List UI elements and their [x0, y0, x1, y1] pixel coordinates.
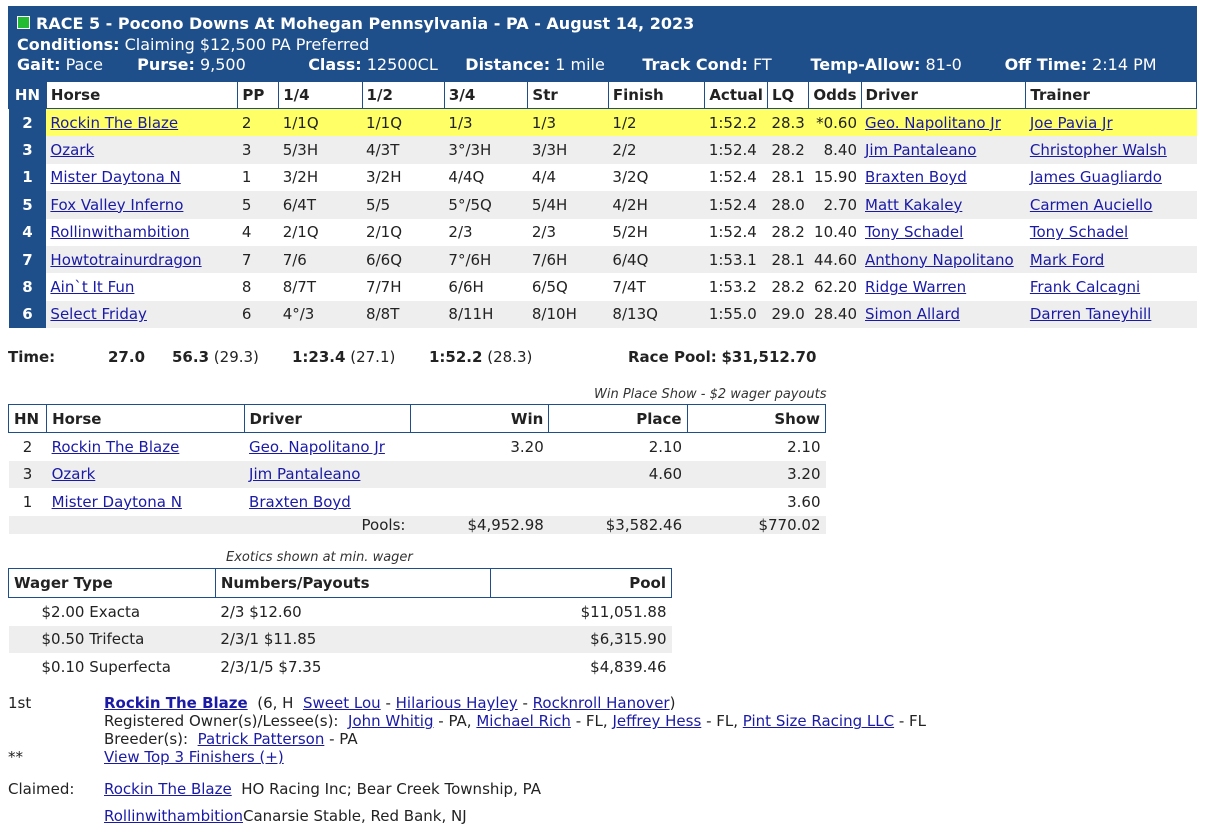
- time-three-quarter: 1:23.4: [292, 348, 346, 366]
- track-cond-label: Track Cond:: [642, 55, 748, 74]
- exotic-type-cell: $0.50 Trifecta: [9, 626, 216, 654]
- pp-cell: 6: [238, 301, 279, 328]
- trainer-cell-link[interactable]: Christopher Walsh: [1029, 141, 1167, 160]
- trainer-cell-link[interactable]: James Guagliardo: [1029, 168, 1162, 187]
- wps-driver-cell-link[interactable]: Braxten Boyd: [249, 492, 351, 511]
- result-row: [9, 246, 1197, 273]
- result-row: [9, 219, 1197, 246]
- col-trainer: Trainer: [1026, 82, 1197, 109]
- odds-cell: 8.40: [809, 136, 861, 163]
- three-quarter-cell: 7°/6H: [444, 246, 527, 273]
- breeder-link[interactable]: Patrick Patterson: [197, 730, 325, 748]
- wps-hn-cell: 2: [22, 437, 33, 456]
- claimed-horse-link[interactable]: Rockin The Blaze: [104, 780, 232, 798]
- exotic-row: [9, 653, 672, 681]
- owner-location: - FL,: [706, 712, 738, 730]
- wps-driver-cell-link[interactable]: Geo. Napolitano Jr: [249, 437, 385, 456]
- wps-win-cell: 3.20: [510, 437, 544, 456]
- col-hn: HN: [9, 82, 47, 109]
- col-odds: Odds: [809, 82, 861, 109]
- result-row: [9, 109, 1197, 137]
- quarter-cell: 7/6: [279, 246, 362, 273]
- lq-cell: 28.2: [771, 223, 805, 242]
- three-quarter-cell: 2/3: [448, 223, 473, 242]
- wps-show-cell: 3.20: [687, 461, 825, 489]
- exotic-row: [9, 598, 672, 626]
- winner-sep-2: -: [522, 694, 528, 712]
- trainer-cell-link[interactable]: Frank Calcagni: [1029, 278, 1141, 297]
- lq-cell: 28.3: [767, 109, 808, 137]
- wps-driver-cell: [244, 488, 410, 516]
- finish-cell: 8/13Q: [608, 301, 704, 328]
- half-cell: 6/6Q: [362, 246, 444, 273]
- time-final-split: (28.3): [487, 348, 533, 366]
- actual-cell: 1:53.2: [708, 278, 757, 297]
- actual-cell: 1:55.0: [705, 301, 768, 328]
- col-horse: Horse: [46, 82, 237, 109]
- claimed-detail: Canarsie Stable, Red Bank, NJ: [242, 807, 467, 825]
- wps-driver-cell: [244, 461, 410, 489]
- horse-cell: [46, 164, 237, 191]
- hn-cell: 1: [9, 164, 47, 191]
- temp-allow-label: Temp-Allow:: [810, 55, 921, 74]
- stretch-cell: 7/6H: [528, 246, 609, 273]
- top3-marker: **: [8, 748, 23, 766]
- driver-cell: [861, 109, 1026, 137]
- wps-pools-row: [9, 516, 826, 534]
- stretch-cell: 2/3: [531, 223, 557, 242]
- horse-cell: [46, 136, 237, 163]
- result-row: [9, 191, 1197, 218]
- quarter-cell: 6/4T: [279, 191, 362, 218]
- col-stretch: Str: [528, 82, 609, 109]
- owners-label: Registered Owner(s)/Lessee(s):: [104, 712, 339, 730]
- finish-cell: 3/2Q: [612, 168, 649, 187]
- hn-cell: 4: [9, 219, 47, 246]
- driver-cell: [861, 219, 1026, 246]
- exotics-caption: Exotics shown at min. wager: [226, 550, 413, 565]
- gait-label: Gait:: [17, 55, 61, 74]
- trainer-cell: [1026, 273, 1197, 300]
- trainer-cell-link[interactable]: Carmen Auciello: [1029, 195, 1153, 214]
- quarter-cell: 5/3H: [279, 136, 362, 163]
- trainer-cell-link[interactable]: Mark Ford: [1029, 250, 1105, 269]
- time-half-split: (29.3): [213, 348, 259, 366]
- pp-cell: 3: [238, 136, 279, 163]
- pp-cell: 7: [238, 246, 279, 273]
- status-square-icon: [17, 16, 30, 29]
- odds-cell: 28.40: [809, 301, 861, 328]
- stretch-cell: 1/3: [528, 109, 609, 137]
- wps-win-cell: [410, 488, 548, 516]
- pp-cell: 1: [241, 168, 252, 187]
- race-details-line: [17, 55, 1157, 74]
- horse-cell: [46, 301, 237, 328]
- finish-cell: 2/2: [608, 136, 704, 163]
- half-cell: 2/1Q: [366, 223, 402, 242]
- odds-cell: 2.70: [809, 191, 861, 218]
- result-row: [9, 136, 1197, 163]
- driver-cell: [861, 246, 1026, 273]
- trainer-cell-link[interactable]: Joe Pavia Jr: [1029, 113, 1113, 132]
- time-quarter: 27.0: [108, 348, 146, 366]
- col-actual: Actual: [705, 82, 768, 109]
- gait-value: Pace: [65, 55, 103, 74]
- wps-pool-show: $770.02: [687, 516, 825, 534]
- purse-value: 9,500: [199, 55, 246, 74]
- horse-cell-link[interactable]: Ain`t It Fun: [50, 278, 135, 297]
- col-half: 1/2: [362, 82, 444, 109]
- race-title: RACE 5 - Pocono Downs At Mohegan Pennsylvania - PA - August 14, 2023: [36, 14, 695, 33]
- breeder-label: Breeder(s):: [104, 730, 189, 748]
- wps-show-cell: 3.60: [787, 492, 821, 511]
- wps-col-place: Place: [549, 405, 687, 433]
- half-cell: 3/2H: [366, 168, 402, 187]
- driver-cell-link[interactable]: Matt Kakaley: [865, 195, 963, 214]
- wps-hn-cell: 1: [22, 492, 33, 511]
- exotic-row: [9, 626, 672, 654]
- driver-cell-link[interactable]: Tony Schadel: [865, 223, 964, 242]
- result-row: [9, 273, 1197, 300]
- pp-cell: 2: [238, 109, 279, 137]
- horse-cell-link[interactable]: Ozark: [50, 141, 95, 160]
- trainer-cell: [1026, 301, 1197, 328]
- wps-horse-cell-link[interactable]: Ozark: [51, 465, 96, 484]
- trainer-cell: [1026, 164, 1197, 191]
- horse-cell-link[interactable]: Mister Daytona N: [50, 168, 181, 187]
- three-quarter-cell: 5°/5Q: [444, 191, 527, 218]
- claimed-label: Claimed:: [8, 780, 75, 798]
- horse-cell-link[interactable]: Fox Valley Inferno: [50, 195, 184, 214]
- time-label: Time:: [8, 348, 56, 366]
- results-table: [8, 81, 1197, 328]
- driver-cell-link[interactable]: Simon Allard: [865, 305, 960, 324]
- finish-cell: 4/2H: [608, 191, 704, 218]
- owner-location: - FL,: [575, 712, 608, 730]
- winner-sep-1: -: [385, 694, 391, 712]
- horse-cell-link[interactable]: Howtotrainurdragon: [50, 250, 202, 269]
- exotics-col-type: Wager Type: [9, 569, 216, 598]
- hn-cell: 5: [9, 191, 47, 218]
- time-final: 1:52.2: [429, 348, 483, 366]
- wps-row: [9, 433, 826, 461]
- col-lq: LQ: [767, 82, 808, 109]
- hn-cell: 6: [9, 301, 47, 328]
- results-header-row: [9, 82, 1197, 109]
- hn-cell: 7: [9, 246, 47, 273]
- wps-col-horse: Horse: [47, 405, 244, 433]
- hn-cell: 2: [9, 109, 47, 137]
- wps-col-driver: Driver: [244, 405, 410, 433]
- wps-row: [9, 488, 826, 516]
- three-quarter-cell: 8/11H: [444, 301, 527, 328]
- wps-row: [9, 461, 826, 489]
- exotics-table: [8, 568, 672, 681]
- claimed-horse-link[interactable]: Rollinwithambition: [104, 807, 243, 825]
- wps-place-cell: 4.60: [549, 461, 687, 489]
- wps-pool-place: $3,582.46: [549, 516, 687, 534]
- odds-cell: 10.40: [814, 223, 857, 242]
- conditions-line: [17, 35, 369, 54]
- breeder-location: - PA: [329, 730, 358, 748]
- claimed-detail: HO Racing Inc; Bear Creek Township, PA: [241, 780, 541, 798]
- quarter-cell: 8/7T: [282, 278, 317, 297]
- driver-cell: [861, 273, 1026, 300]
- wps-horse-cell-link[interactable]: Rockin The Blaze: [51, 437, 180, 456]
- stretch-cell: 4/4: [531, 168, 557, 187]
- winner-sire-link[interactable]: Sweet Lou: [302, 694, 381, 712]
- odds-cell: 15.90: [814, 168, 857, 187]
- purse-label: Purse:: [137, 55, 195, 74]
- owner-link[interactable]: John Whitig: [348, 712, 434, 730]
- exotic-payout-cell: 2/3/1/5 $7.35: [220, 657, 322, 676]
- col-driver: Driver: [861, 82, 1026, 109]
- odds-cell: 62.20: [814, 278, 857, 297]
- finish-cell: 6/4Q: [608, 246, 704, 273]
- race-header: [8, 6, 1197, 81]
- hn-cell: 8: [9, 273, 47, 300]
- lq-cell: 29.0: [767, 301, 808, 328]
- wps-header-row: [9, 405, 826, 433]
- wps-driver-cell: [244, 433, 410, 461]
- actual-cell: 1:53.1: [705, 246, 768, 273]
- wps-caption: Win Place Show - $2 wager payouts: [594, 387, 827, 402]
- horse-cell: [46, 109, 237, 137]
- driver-cell-link[interactable]: Braxten Boyd: [865, 168, 967, 187]
- trainer-cell: [1026, 219, 1197, 246]
- exotic-type-cell: $0.10 Superfecta: [41, 657, 171, 676]
- driver-cell: [861, 191, 1026, 218]
- half-cell: 4/3T: [362, 136, 444, 163]
- off-time-label: Off Time:: [1004, 55, 1088, 74]
- class-value: 12500CL: [366, 55, 438, 74]
- time-three-quarter-split: (27.1): [350, 348, 396, 366]
- finish-cell: 5/2H: [612, 223, 648, 242]
- half-cell: 7/7H: [366, 278, 402, 297]
- result-row: [9, 164, 1197, 191]
- view-top3-link[interactable]: View Top 3 Finishers (+): [104, 748, 284, 766]
- wps-col-hn: HN: [9, 405, 47, 433]
- col-three-quarter: 3/4: [444, 82, 527, 109]
- horse-cell-link[interactable]: Rollinwithambition: [50, 223, 190, 242]
- actual-cell: 1:52.4: [708, 223, 757, 242]
- pp-cell: 4: [241, 223, 252, 242]
- driver-cell-link[interactable]: Anthony Napolitano: [865, 250, 1014, 269]
- wps-col-show: Show: [687, 405, 825, 433]
- result-row: [9, 301, 1197, 328]
- lq-cell: 28.1: [767, 246, 808, 273]
- wps-hn-cell: 3: [9, 461, 47, 489]
- wps-horse-cell-link[interactable]: Mister Daytona N: [51, 492, 182, 511]
- stretch-cell: 8/10H: [528, 301, 609, 328]
- stretch-cell: 6/5Q: [531, 278, 568, 297]
- driver-cell-link[interactable]: Ridge Warren: [865, 278, 967, 297]
- three-quarter-cell: 4/4Q: [448, 168, 485, 187]
- race-pool-value: $31,512.70: [721, 348, 817, 366]
- half-cell: 8/8T: [362, 301, 444, 328]
- wps-horse-cell: [47, 461, 244, 489]
- exotic-type-cell: $2.00 Exacta: [41, 602, 141, 621]
- fractional-times: [8, 346, 828, 368]
- trainer-cell: [1026, 109, 1197, 137]
- wps-driver-cell-link[interactable]: Jim Pantaleano: [249, 465, 361, 484]
- wps-place-cell: 2.10: [648, 437, 683, 456]
- track-cond-value: FT: [752, 55, 772, 74]
- quarter-cell: 1/1Q: [279, 109, 362, 137]
- temp-allow-value: 81-0: [925, 55, 962, 74]
- owner-location: - PA,: [438, 712, 472, 730]
- wps-pools-label: Pools:: [244, 516, 410, 534]
- trainer-cell-link[interactable]: Darren Taneyhill: [1029, 305, 1152, 324]
- owner-link[interactable]: Michael Rich: [476, 712, 571, 730]
- wps-horse-cell: [47, 488, 244, 516]
- driver-cell: [861, 164, 1026, 191]
- finish-cell: 1/2: [608, 109, 704, 137]
- race-title-line: [17, 14, 694, 33]
- col-quarter: 1/4: [279, 82, 362, 109]
- trainer-cell: [1026, 191, 1197, 218]
- winner-age-sex: (6, H: [257, 694, 294, 712]
- winner-place-label: 1st: [8, 694, 32, 712]
- driver-cell: [861, 136, 1026, 163]
- three-quarter-cell: 6/6H: [448, 278, 484, 297]
- exotics-header-row: [9, 569, 672, 598]
- horse-cell: [46, 246, 237, 273]
- hn-cell: 3: [9, 136, 47, 163]
- col-finish: Finish: [608, 82, 704, 109]
- horse-cell: [46, 191, 237, 218]
- driver-cell-link[interactable]: Jim Pantaleano: [865, 141, 977, 160]
- exotic-pool-cell: $11,051.88: [580, 602, 667, 621]
- conditions-label: Conditions:: [17, 35, 120, 54]
- odds-cell: *0.60: [809, 109, 861, 137]
- off-time-value: 2:14 PM: [1092, 55, 1157, 74]
- winner-damsire-link[interactable]: Rocknroll Hanover: [532, 694, 670, 712]
- exotic-payout-cell: 2/3 $12.60: [220, 602, 302, 621]
- actual-cell: 1:52.4: [708, 168, 757, 187]
- distance-value: 1 mile: [555, 55, 605, 74]
- wps-horse-cell: [47, 433, 244, 461]
- half-cell: 5/5: [362, 191, 444, 218]
- horse-cell-link[interactable]: Rockin The Blaze: [50, 113, 179, 132]
- three-quarter-cell: 1/3: [444, 109, 527, 137]
- lq-cell: 28.2: [771, 278, 805, 297]
- lq-cell: 28.0: [767, 191, 808, 218]
- time-half: 56.3: [172, 348, 210, 366]
- actual-cell: 1:52.2: [705, 109, 768, 137]
- driver-cell: [861, 301, 1026, 328]
- exotic-pool-cell: $6,315.90: [491, 626, 672, 654]
- quarter-cell: 4°/3: [279, 301, 362, 328]
- lq-cell: 28.2: [767, 136, 808, 163]
- conditions-value: Claiming $12,500 PA Preferred: [124, 35, 370, 54]
- pp-cell: 8: [241, 278, 252, 297]
- col-pp: PP: [238, 82, 279, 109]
- wps-pool-win: $4,952.98: [410, 516, 548, 534]
- wps-place-cell: [549, 488, 687, 516]
- quarter-cell: 3/2H: [282, 168, 319, 187]
- odds-cell: 44.60: [809, 246, 861, 273]
- trainer-cell-link[interactable]: Tony Schadel: [1029, 223, 1129, 242]
- owner-link[interactable]: Pint Size Racing LLC: [742, 712, 895, 730]
- wps-show-cell: 2.10: [787, 437, 821, 456]
- trainer-cell: [1026, 246, 1197, 273]
- owner-link[interactable]: Jeffrey Hess: [612, 712, 702, 730]
- winner-close-paren: ): [669, 694, 676, 712]
- wps-table: [8, 404, 826, 534]
- winner-horse-link[interactable]: Rockin The Blaze: [104, 694, 248, 712]
- exotics-col-payouts: Numbers/Payouts: [215, 569, 491, 598]
- driver-cell-link[interactable]: Geo. Napolitano Jr: [865, 113, 1001, 132]
- distance-label: Distance:: [465, 55, 551, 74]
- owner-location: - FL: [898, 712, 927, 730]
- stretch-cell: 3/3H: [528, 136, 609, 163]
- horse-cell: [46, 273, 237, 300]
- class-label: Class:: [308, 55, 362, 74]
- wps-win-cell: [410, 461, 548, 489]
- exotic-payout-cell: 2/3/1 $11.85: [215, 626, 491, 654]
- finish-cell: 7/4T: [612, 278, 646, 297]
- actual-cell: 1:52.4: [705, 136, 768, 163]
- stretch-cell: 5/4H: [528, 191, 609, 218]
- trainer-cell: [1026, 136, 1197, 163]
- exotic-pool-cell: $4,839.46: [590, 657, 667, 676]
- actual-cell: 1:52.4: [705, 191, 768, 218]
- horse-cell: [46, 219, 237, 246]
- race-pool-label: Race Pool:: [628, 348, 717, 366]
- quarter-cell: 2/1Q: [282, 223, 319, 242]
- half-cell: 1/1Q: [362, 109, 444, 137]
- horse-cell-link[interactable]: Select Friday: [50, 305, 147, 324]
- three-quarter-cell: 3°/3H: [444, 136, 527, 163]
- exotics-col-pool: Pool: [491, 569, 672, 598]
- winner-dam-link[interactable]: Hilarious Hayley: [395, 694, 518, 712]
- pp-cell: 5: [238, 191, 279, 218]
- wps-col-win: Win: [410, 405, 548, 433]
- lq-cell: 28.1: [771, 168, 805, 187]
